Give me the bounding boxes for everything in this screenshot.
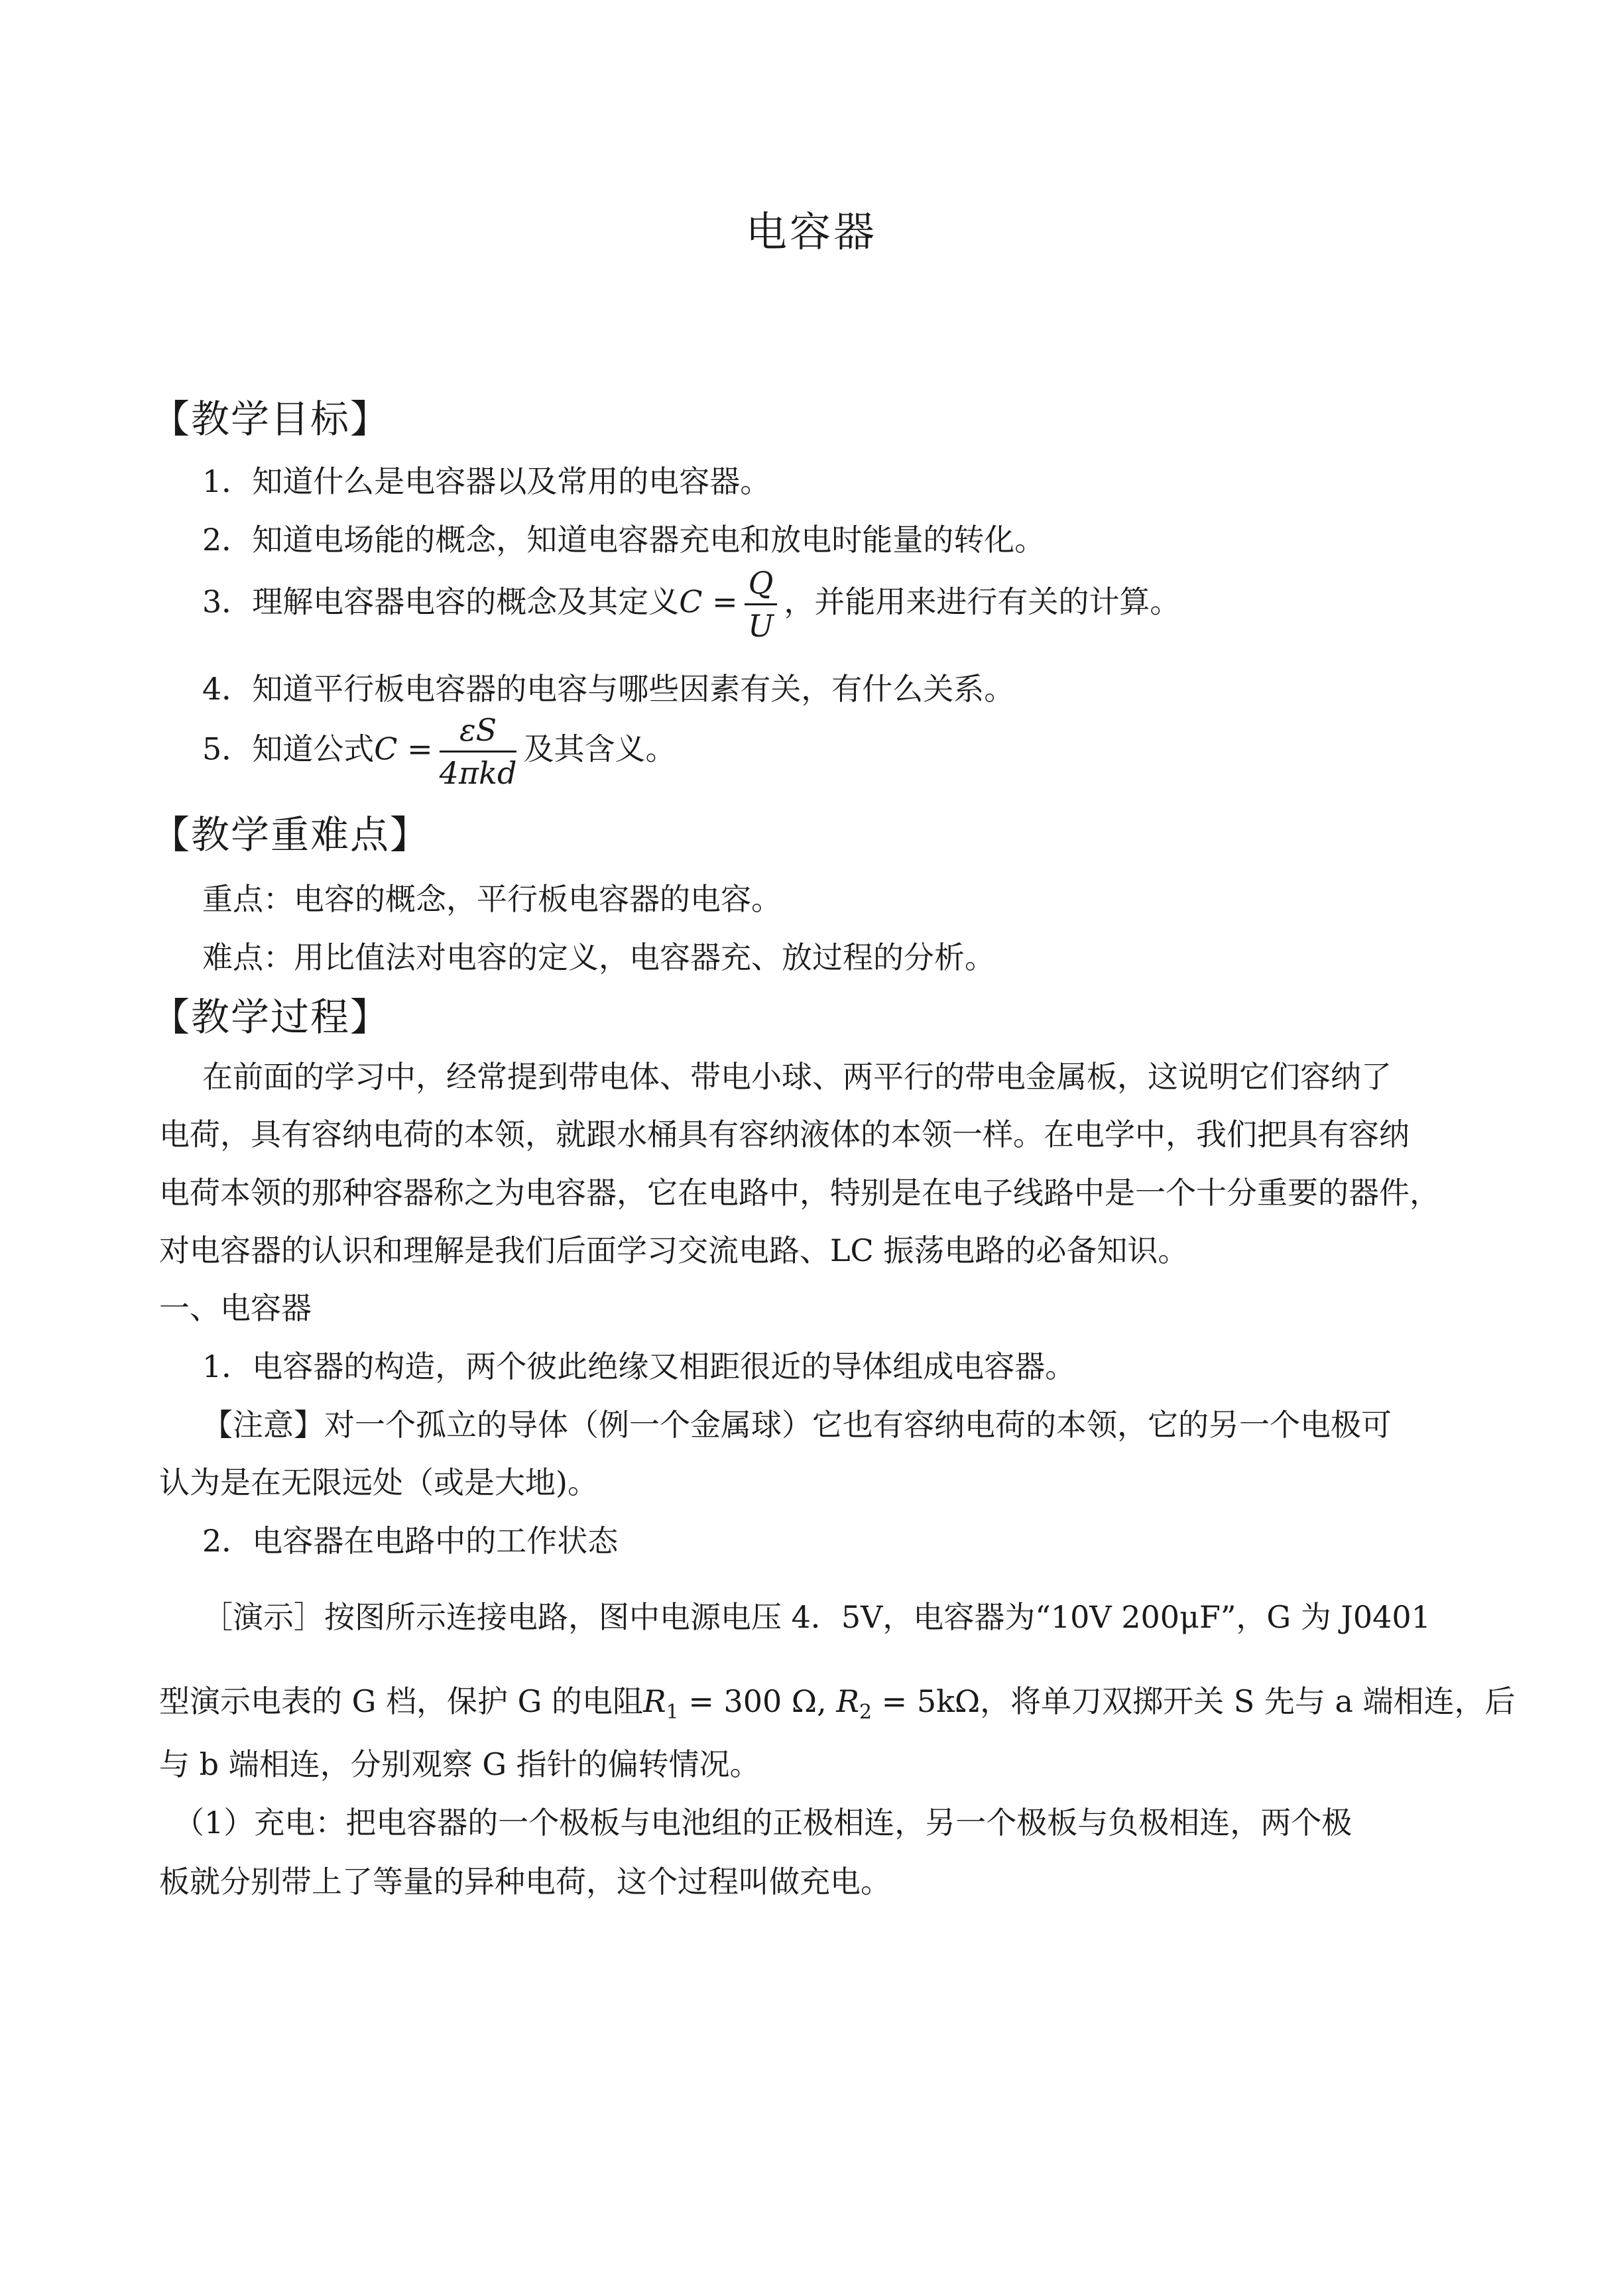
formula-lhs: C = (679, 583, 738, 620)
objective-3 (202, 562, 1180, 646)
demo-line-2-text: 型演示电表的 G 档，保护 G 的电阻 (159, 1683, 643, 1719)
fraction-numerator: Q (745, 562, 778, 605)
objective-3-tail: ，并能用来进行有关的计算。 (784, 583, 1181, 620)
objective-3-text: 3．理解电容器电容的概念及其定义 (202, 583, 680, 620)
difficult-point: 难点：用比值法对电容的定义，电容器充、放过程的分析。 (202, 939, 995, 975)
intro-paragraph-line-2: 电荷，具有容纳电荷的本领，就跟水桶具有容纳液体的本领一样。在电学中，我们把具有容纳 (159, 1117, 1410, 1152)
fraction-numerator: εS (440, 709, 517, 753)
demo-line-3: 与 b 端相连，分别观察 G 指针的偏转情况。 (159, 1746, 760, 1782)
resistor-r1: R (642, 1683, 666, 1719)
objective-1: 1．知道什么是电容器以及常用的电容器。 (202, 463, 771, 499)
resistor-r2-subscript: 2 (859, 1701, 872, 1724)
key-point: 重点：电容的概念，平行板电容器的电容。 (202, 881, 782, 917)
intro-paragraph-line-3: 电荷本领的那种容器称之为电容器，它在电路中，特别是在电子线路中是一个十分重要的器件， (159, 1175, 1440, 1211)
demo-line-2-tail: ，将单刀双掷开关 S 先与 a 端相连，后 (980, 1683, 1516, 1719)
formula-lhs: C = (374, 731, 433, 767)
section-heading-keypoints: 【教学重难点】 (151, 812, 430, 857)
section-heading-objectives: 【教学目标】 (151, 396, 391, 442)
objective-5-tail: 及其含义。 (523, 731, 676, 767)
demo-line-2 (159, 1677, 1516, 1724)
objective-4: 4．知道平行板电容器的电容与哪些因素有关，有什么关系。 (202, 671, 1015, 707)
page-title: 电容器 (745, 208, 877, 256)
section-heading-process: 【教学过程】 (151, 995, 391, 1040)
charging-line-2: 板就分别带上了等量的异种电荷，这个过程叫做充电。 (159, 1864, 891, 1900)
note-line-2: 认为是在无限远处（或是大地)。 (159, 1465, 598, 1500)
objective-5 (202, 709, 676, 794)
resistor-r2: R (836, 1683, 859, 1719)
note-line-1: 【注意】对一个孤立的导体（例一个金属球）它也有容纳电荷的本领，它的另一个电极可 (202, 1407, 1392, 1443)
resistor-r1-subscript: 1 (666, 1701, 679, 1724)
charging-line-1: （1）充电：把电容器的一个极板与电池组的正极相连，另一个极板与负极相连，两个极 (174, 1805, 1352, 1841)
demo-line-1: ［演示］按图所示连接电路，图中电源电压 4．5V，电容器为“10V 200μF”，G 为 J0401 (202, 1599, 1431, 1635)
resistor-r2-value: = 5kΩ (872, 1683, 981, 1719)
intro-paragraph-line-1: 在前面的学习中，经常提到带电体、带电小球、两平行的带电金属板，这说明它们容纳了 (202, 1059, 1392, 1095)
capacitance-definition-fraction (745, 562, 778, 646)
fraction-denominator: U (748, 608, 774, 644)
intro-paragraph-line-4: 对电容器的认识和理解是我们后面学习交流电路、LC 振荡电路的必备知识。 (159, 1233, 1189, 1268)
objective-2: 2．知道电场能的概念，知道电容器充电和放电时能量的转化。 (202, 522, 1046, 558)
subsection-heading: 一、电容器 (159, 1290, 312, 1326)
list-item-2: 2．电容器在电路中的工作状态 (202, 1523, 619, 1559)
list-item-1: 1．电容器的构造，两个彼此绝缘又相距很近的导体组成电容器。 (202, 1349, 1076, 1384)
resistor-r1-value: = 300 Ω, (678, 1683, 837, 1719)
parallel-plate-formula-fraction (440, 709, 517, 794)
objective-5-text: 5．知道公式 (202, 731, 375, 767)
fraction-denominator: 4πkd (439, 755, 517, 791)
